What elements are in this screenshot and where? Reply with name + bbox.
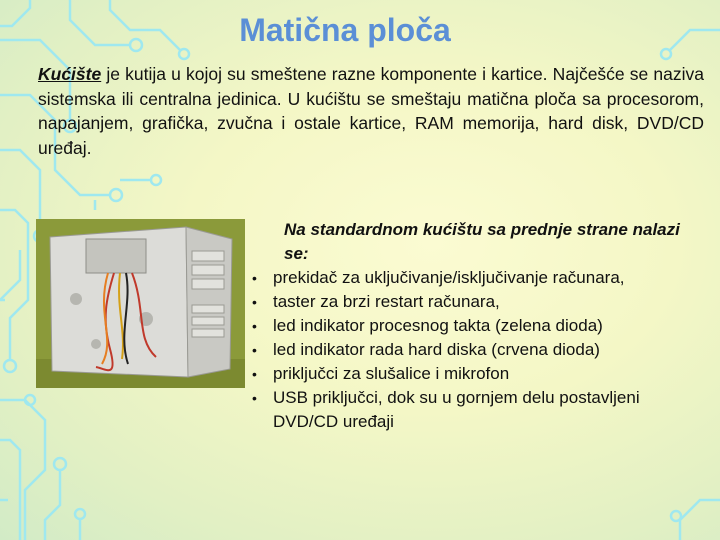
list-item: • USB priključci, dok su u gornjem delu postavljeni DVD/CD uređaji — [252, 386, 704, 434]
list-heading: Na standardnom kućištu sa prednje strane nalazi se: — [284, 220, 680, 263]
slide-title: Matična ploča — [239, 12, 451, 48]
front-panel-list — [252, 218, 704, 434]
computer-case-photo — [36, 219, 245, 388]
bullet-list — [252, 266, 704, 434]
intro-text: je kutija u kojoj su smeštene razne komponente i kartice. Najčešće se naziva sistemska ili centralna jedinica. U kućištu se smeštaju matična ploča sa procesorom, napajanjem, grafička, zvučna i ostale kartice, RAM memorija, hard disk, DVD/CD uređaj. — [38, 64, 704, 158]
computer-case-image — [36, 219, 245, 388]
list-item: • led indikator rada hard diska (crvena dioda) — [252, 338, 704, 362]
intro-term: Kućište — [38, 64, 102, 84]
list-item: • priključci za slušalice i mikrofon — [252, 362, 704, 386]
list-item: • prekidač za uključivanje/isključivanje računara, — [252, 266, 704, 290]
list-item: • led indikator procesnog takta (zelena dioda) — [252, 314, 704, 338]
list-item: • taster za brzi restart računara, — [252, 290, 704, 314]
intro-paragraph — [38, 62, 704, 160]
